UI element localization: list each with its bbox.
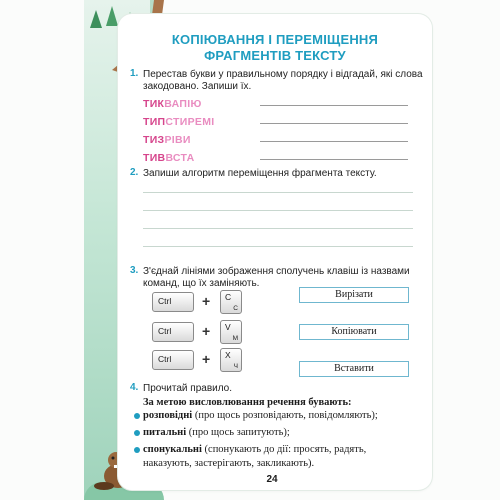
coded-word-4 [143,152,195,164]
ctrl-key-3-label: Ctrl [158,354,172,364]
coded-word-4-part-2: ВСТА [165,152,195,164]
answer-line-3[interactable] [260,141,408,142]
ctrl-key-2-label: Ctrl [158,326,172,336]
c-key-latin: C [225,292,232,302]
task-3-text-line-1: З'єднай лініями зображення сполучень клавіш із назвами [143,266,410,277]
answer-line-1[interactable] [260,105,408,106]
ctrl-key-3 [152,350,194,370]
bullet-1 [134,413,140,419]
rule-item-2-term: питальні [143,427,187,438]
rule-intro-text: За метою висловлювання речення бувають: [143,397,352,408]
rule-item-3-desc: (спонукають до дії: просять, радять, [201,444,367,455]
coded-word-2-part-1: ТИП [143,116,166,128]
coded-word-1 [143,98,202,110]
rule-item-3-term: спонукальні [143,444,202,455]
ctrl-key-1-label: Ctrl [158,296,172,306]
x-key-cyrillic: Ч [233,363,238,370]
rule-intro [143,396,433,409]
task-2-number: 2. [130,167,139,178]
rule-item-1-desc: (про щось розповідають, повідомляють); [192,410,378,421]
rule-item-2 [143,426,433,439]
writing-line-1[interactable] [143,192,413,193]
command-copy-box[interactable]: Копіювати [299,324,409,340]
rule-item-3 [143,443,433,456]
task-1-number: 1. [130,68,139,79]
task-4-text: Прочитай правило. [143,383,233,394]
writing-line-3[interactable] [143,228,413,229]
coded-word-2 [143,116,214,128]
coded-word-3-part-2: РІВИ [164,134,191,146]
page-title-line-1: КОПІЮВАННЯ І ПЕРЕМІЩЕННЯ [171,32,379,47]
coded-word-3-part-1: ТИЗ [143,134,165,146]
answer-line-2[interactable] [260,123,408,124]
task-3-text-line-2: команд, що їх заміняють. [143,278,260,289]
task-4-number: 4. [130,382,139,393]
rule-item-2-desc: (про щось запитують); [186,427,290,438]
task-1-text-line-2: закодовано. Запиши їх. [143,81,252,92]
command-paste-box[interactable]: Вставити [299,361,409,377]
task-3-number: 3. [130,265,139,276]
task-2-text: Запиши алгоритм переміщення фрагмента тексту. [143,168,377,179]
ctrl-key-2 [152,322,194,342]
task-1-text-line-1: Перестав букви у правильному порядку і відгадай, які слова [143,69,423,80]
writing-line-4[interactable] [143,246,413,247]
plus-sign-1: + [202,293,211,309]
bullet-2 [134,430,140,436]
rule-item-1 [143,409,433,422]
ctrl-key-1 [152,292,194,312]
coded-word-4-part-1: ТИВ [143,152,166,164]
coded-word-3 [143,134,191,146]
rule-item-3-line-2: наказують, застерігають, закликають). [143,458,315,469]
v-key [220,320,242,344]
coded-word-1-part-1: ТИК [143,98,165,110]
c-key [220,290,242,314]
coded-word-1-part-2: ВАПІЮ [164,98,202,110]
x-key [220,348,242,372]
rule-item-1-term: розповідні [143,410,193,421]
answer-line-4[interactable] [260,159,408,160]
coded-word-2-part-2: СТИРЕМІ [165,116,215,128]
writing-line-2[interactable] [143,210,413,211]
page-title-line-2: ФРАГМЕНТІВ ТЕКСТУ [204,48,346,63]
command-cut-box[interactable]: Вирізати [299,287,409,303]
plus-sign-3: + [202,351,211,367]
v-key-latin: V [225,322,231,332]
c-key-cyrillic: С [233,305,238,312]
x-key-latin: X [225,350,231,360]
bullet-3 [134,447,140,453]
page-number: 24 [266,474,278,485]
plus-sign-2: + [202,323,211,339]
v-key-cyrillic: М [232,335,238,342]
